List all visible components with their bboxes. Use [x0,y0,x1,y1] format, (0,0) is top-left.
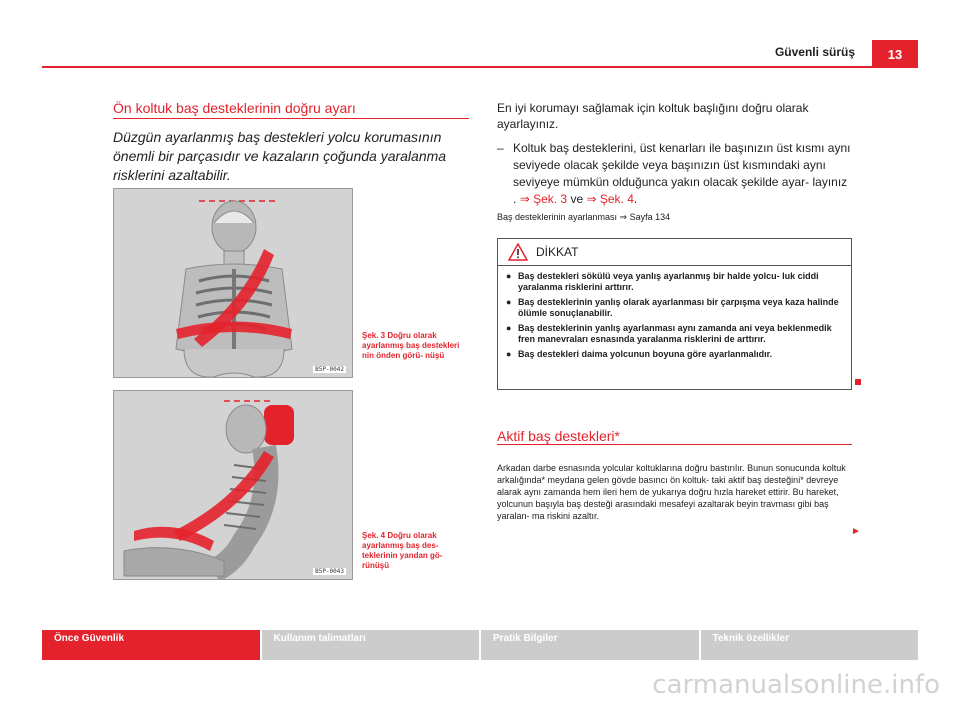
section-rule [113,118,469,119]
section-title: Ön koltuk baş desteklerinin doğru ayarı [113,100,356,116]
ref-end: . [633,192,638,206]
tab-teknik-ozellikler[interactable]: Teknik özellikler [701,630,919,660]
section-end-icon [855,379,861,385]
warning-item-text: Baş desteklerinin yanlış ayarlanması aynı zamanda ani veya beklenmedik fren manevraları esnasında yaralanma risklerini de arttırır. [518,323,832,344]
warning-item-text: Baş desteklerinin yanlış olarak ayarlanması bir çarpışma veya kaza halinde ölümle sonuçlanabilir. [518,297,839,318]
warning-item-text: Baş destekleri daima yolcunun boyuna göre ayarlanmalıdır. [518,349,773,359]
section2-rule [497,444,852,445]
ref-joiner: ve [570,192,584,206]
warning-item-text: Baş destekleri sökülü veya yanlış ayarlanmış bir halde yolcu- luk ciddi yaralanma risklerini arttırır. [518,271,819,292]
warning-item [506,323,843,345]
header-title: Güvenli sürüş [774,45,855,59]
section2-title: Aktif baş destekleri* [497,428,620,444]
warning-item [506,297,843,319]
footer-nav [42,630,918,660]
bullet-icon: ● [506,271,512,281]
tab-kullanim-talimatlari[interactable]: Kullanım talimatları [262,630,480,660]
watermark: carmanualsonline.info [652,670,940,700]
instruction-text: Koltuk baş desteklerini, üst kenarları ile başınızın üst kısmı aynı seviyede olacak şekilde veya başınızın üst kısmındaki aynı seviyeye mümkün olduğunca yakın olacak şekilde ayar- layınız . [513,141,851,206]
bullet-icon: ● [506,323,512,333]
warning-item [506,271,843,293]
section-intro: Düzgün ayarlanmış baş destekleri yolcu korumasının önemli bir parçasıdır ve kazaların çoğunda yaralanma risklerini azaltabilir. [113,129,447,183]
warning-list [498,266,851,360]
figure-4-link[interactable]: ⇒ Şek. 4 [586,192,634,206]
figure-code: B5P-0042 [315,366,344,373]
figure-caption: Şek. 3 Doğru olarak ayarlanmış baş destekleri nin önden görü- nüşü [362,331,460,360]
warning-triangle-icon [508,243,528,261]
skeleton-side-illustration [114,391,353,580]
figure-3-link[interactable]: ⇒ Şek. 3 [519,192,568,206]
continue-arrow-icon: ► [851,526,861,537]
tab-once-guvenlik[interactable]: Önce Güvenlik [42,630,260,660]
section2-body: Arkadan darbe esnasında yolcular koltuklarına doğru bastırılır. Bunun sonucunda koltuk arkalığında* meydana gelen gövde basıncı ön koltuk- taki aktif baş desteğini* devreye alarak aynı zamanda hem ileri hem de yukarıya doğru hızla hareket ettirir. Bu hareket, yolcunun başıyla baş desteği arasındaki mesafeyi azaltarak beyin travması gibi baş yaralan- ma riskini azaltır. [497,463,846,521]
instruction-dash: – [497,141,504,155]
bullet-icon: ● [506,297,512,307]
figure-code: B5P-0043 [315,568,344,575]
warning-header [498,239,851,266]
header-rule [42,66,918,68]
instruction-item [497,140,852,208]
figure-side-view [113,390,353,580]
figure-front-view [113,188,353,378]
bullet-icon: ● [506,349,512,359]
tab-pratik-bilgiler[interactable]: Pratik Bilgiler [481,630,699,660]
figure-caption: Şek. 4 Doğru olarak ayarlanmış baş des- teklerinin yandan gö- rünüşü [362,531,443,570]
warning-item [506,349,843,360]
headrest-page-reference[interactable]: Baş desteklerinin ayarlanması ⇒ Sayfa 134 [497,212,671,222]
right-intro: En iyi korumayı sağlamak için koltuk başlığını doğru olarak ayarlayınız. [497,101,809,131]
page-number: 13 [872,40,918,68]
warning-box [497,238,852,390]
skeleton-front-illustration [114,189,353,378]
warning-title: DİKKAT [536,245,579,259]
